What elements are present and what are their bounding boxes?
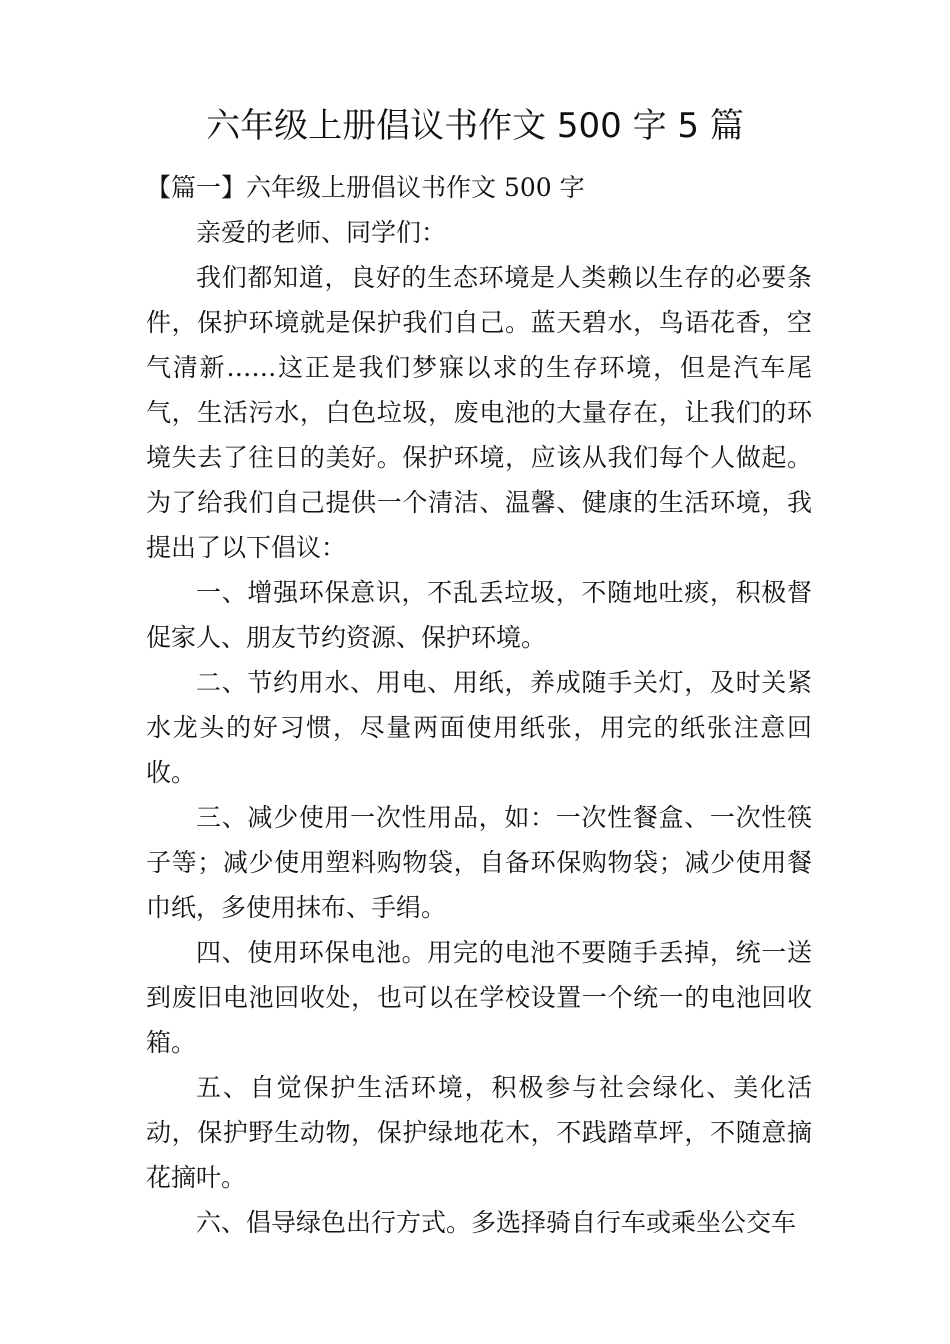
section-heading: 【篇一】六年级上册倡议书作文 500 字 <box>146 173 585 202</box>
document-body <box>146 165 812 1245</box>
paragraph-proposal-1: 一、增强环保意识，不乱丢垃圾，不随地吐痰，积极督促家人、朋友节约资源、保护环境。 <box>146 578 812 652</box>
paragraph-proposal-3: 三、减少使用一次性用品，如：一次性餐盒、一次性筷子等；减少使用塑料购物袋，自备环保购物袋；减少使用餐巾纸，多使用抹布、手绢。 <box>146 803 812 922</box>
paragraph-proposal-2: 二、节约用水、用电、用纸，养成随手关灯，及时关紧水龙头的好习惯，尽量两面使用纸张，用完的纸张注意回收。 <box>146 668 812 787</box>
paragraph-intro: 我们都知道，良好的生态环境是人类赖以生存的必要条件，保护环境就是保护我们自己。蓝天碧水，鸟语花香，空气清新……这正是我们梦寐以求的生存环境，但是汽车尾气，生活污水，白色垃圾，废电池的大量存在，让我们的环境失去了往日的美好。保护环境，应该从我们每个人做起。为了给我们自己提供一个清洁、温馨、健康的生活环境，我提出了以下倡议： <box>146 263 812 562</box>
paragraph-proposal-6: 六、倡导绿色出行方式。多选择骑自行车或乘坐公交车 <box>196 1208 797 1237</box>
document-title: 六年级上册倡议书作文 500 字 5 篇 <box>206 106 744 146</box>
paragraph-proposal-5: 五、自觉保护生活环境，积极参与社会绿化、美化活动，保护野生动物，保护绿地花木，不践踏草坪，不随意摘花摘叶。 <box>146 1073 812 1192</box>
salutation: 亲爱的老师、同学们： <box>196 218 447 247</box>
paragraph-proposal-4: 四、使用环保电池。用完的电池不要随手丢掉，统一送到废旧电池回收处，也可以在学校设置一个统一的电池回收箱。 <box>146 938 812 1057</box>
